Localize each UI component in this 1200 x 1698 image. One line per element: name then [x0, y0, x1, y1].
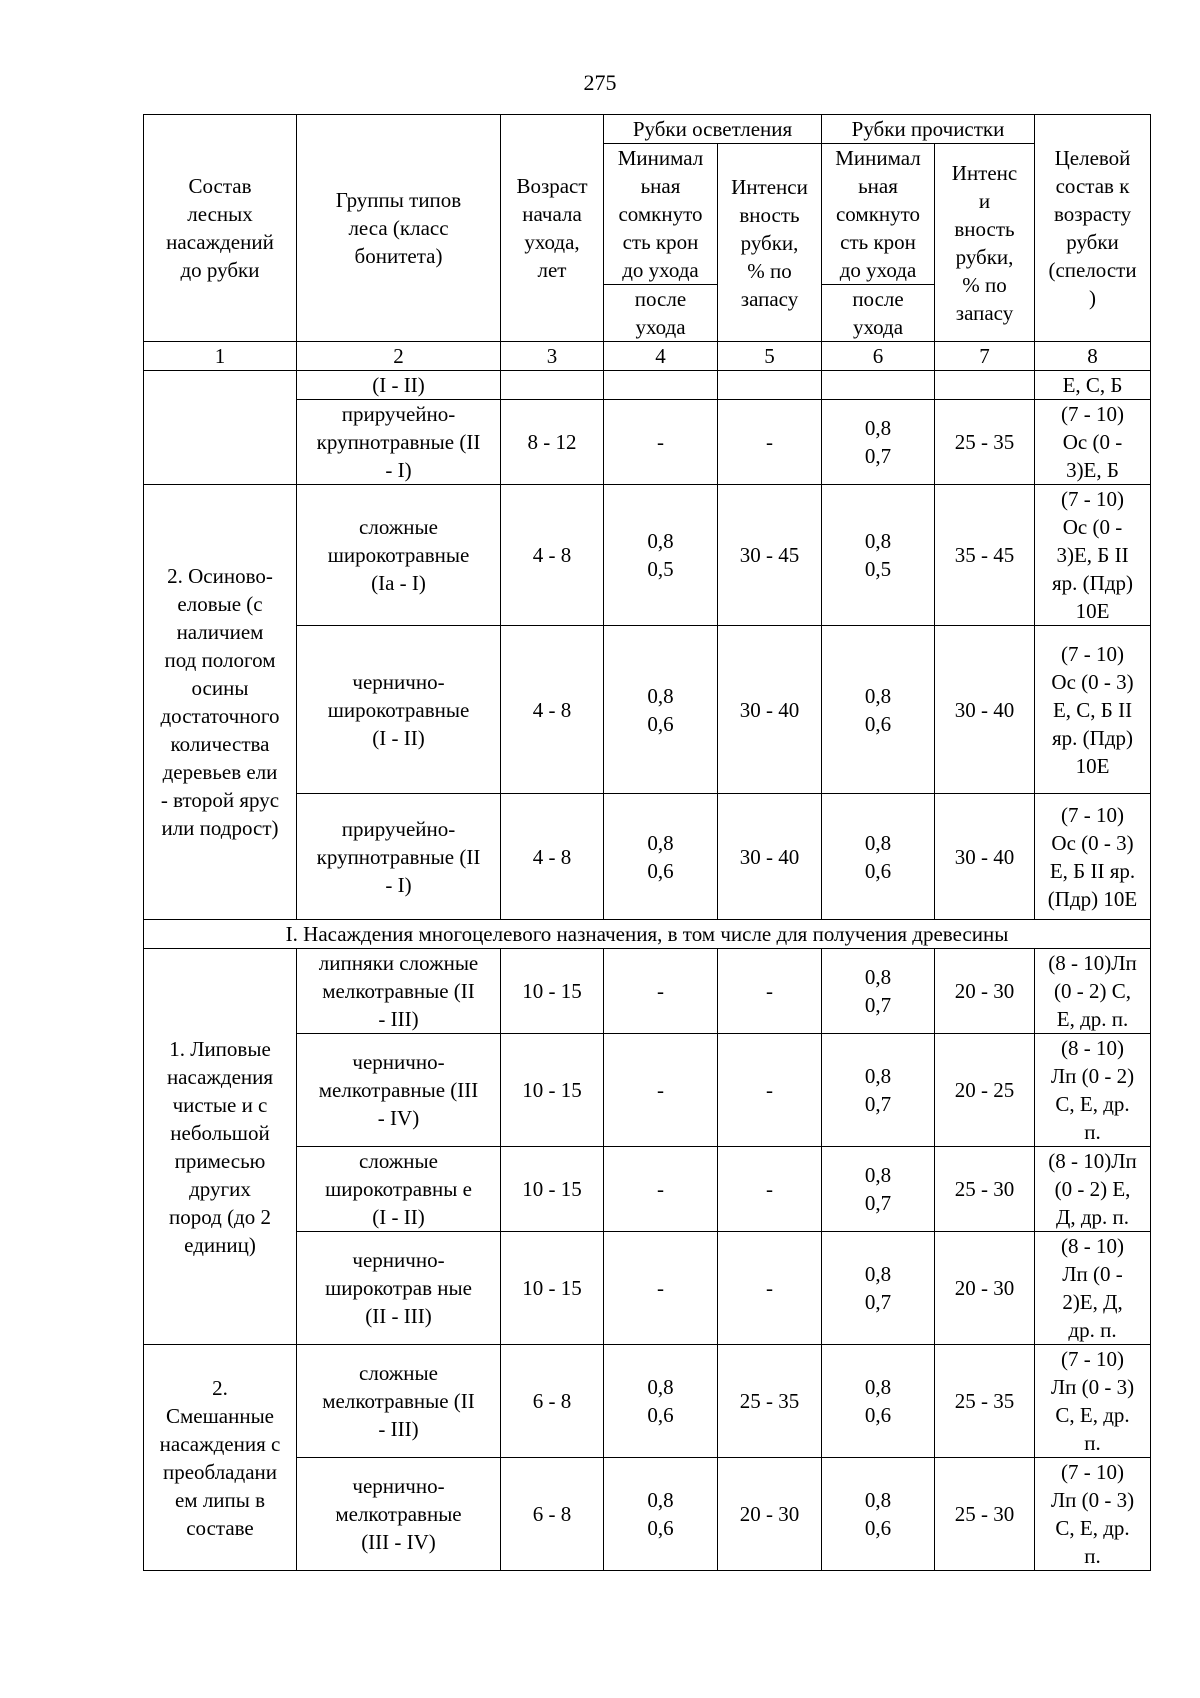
- light-intensity-cell: 20 - 30: [718, 1458, 822, 1571]
- forest-type-cell: чернично- мелкотравные (III - IV): [297, 1458, 501, 1571]
- composition-group-cell: 2. Осиново- еловые (с наличием под пологом осины достаточного количества деревьев ели - второй ярус или подрост): [144, 485, 297, 920]
- age-cell: 6 - 8: [501, 1345, 604, 1458]
- forest-type-cell: чернично- широкотрав ные (II - III): [297, 1232, 501, 1345]
- clean-intensity-cell: 30 - 40: [935, 794, 1035, 920]
- clean-intensity-cell: 35 - 45: [935, 485, 1035, 626]
- header-light-min-density: Минимал ьная сомкнуто сть крон до ухода: [604, 144, 718, 285]
- target-composition-cell: Е, С, Б: [1035, 371, 1151, 400]
- header-light-intensity: Интенси вность рубки, % по запасу: [718, 144, 822, 342]
- column-number: 1: [144, 342, 297, 371]
- clean-density-cell: 0,8 0,7: [822, 1147, 935, 1232]
- clean-density-cell: [822, 371, 935, 400]
- column-number: 7: [935, 342, 1035, 371]
- column-number: 8: [1035, 342, 1151, 371]
- clean-intensity-cell: 25 - 30: [935, 1147, 1035, 1232]
- age-cell: 10 - 15: [501, 949, 604, 1034]
- column-number: 3: [501, 342, 604, 371]
- clean-density-cell: 0,8 0,6: [822, 1345, 935, 1458]
- target-composition-cell: (7 - 10) Ос (0 - 3)Е, Б II яр. (Пдр) 10Е: [1035, 485, 1151, 626]
- header-row-groups: [144, 115, 1151, 144]
- header-cleaning-cuts: Рубки прочистки: [822, 115, 1035, 144]
- target-composition-cell: (8 - 10)Лп (0 - 2) Е, Д, др. п.: [1035, 1147, 1151, 1232]
- header-clean-intensity: Интенс и вность рубки, % по запасу: [935, 144, 1035, 342]
- age-cell: 10 - 15: [501, 1034, 604, 1147]
- clean-intensity-cell: 20 - 30: [935, 1232, 1035, 1345]
- light-intensity-cell: -: [718, 1232, 822, 1345]
- clean-density-cell: 0,8 0,6: [822, 1458, 935, 1571]
- age-cell: 4 - 8: [501, 626, 604, 794]
- table-row: [144, 485, 1151, 626]
- clean-density-cell: 0,8 0,6: [822, 626, 935, 794]
- composition-group-cell: 2. Смешанные насаждения с преобладани ем липы в составе: [144, 1345, 297, 1571]
- forest-type-cell: (I - II): [297, 371, 501, 400]
- clean-intensity-cell: [935, 371, 1035, 400]
- light-density-cell: 0,8 0,5: [604, 485, 718, 626]
- forest-type-cell: сложные мелкотравные (II - III): [297, 1345, 501, 1458]
- target-composition-cell: (7 - 10) Лп (0 - 3) С, Е, др. п.: [1035, 1345, 1151, 1458]
- light-intensity-cell: 30 - 40: [718, 794, 822, 920]
- light-intensity-cell: 25 - 35: [718, 1345, 822, 1458]
- age-cell: 8 - 12: [501, 400, 604, 485]
- age-cell: [501, 371, 604, 400]
- clean-intensity-cell: 30 - 40: [935, 626, 1035, 794]
- target-composition-cell: (8 - 10) Лп (0 - 2)Е, Д, др. п.: [1035, 1232, 1151, 1345]
- forest-type-cell: сложные широкотравны е (I - II): [297, 1147, 501, 1232]
- forest-type-cell: приручейно- крупнотравные (II - I): [297, 400, 501, 485]
- clean-intensity-cell: 25 - 35: [935, 1345, 1035, 1458]
- section-row: [144, 920, 1151, 949]
- light-density-cell: 0,8 0,6: [604, 794, 718, 920]
- column-number: 4: [604, 342, 718, 371]
- age-cell: 10 - 15: [501, 1147, 604, 1232]
- light-density-cell: -: [604, 1147, 718, 1232]
- composition-cell-empty: [144, 371, 297, 485]
- clean-intensity-cell: 25 - 30: [935, 1458, 1035, 1571]
- clean-intensity-cell: 25 - 35: [935, 400, 1035, 485]
- header-clean-min-density: Минимал ьная сомкнуто сть крон до ухода: [822, 144, 935, 285]
- forest-type-cell: липняки сложные мелкотравные (II - III): [297, 949, 501, 1034]
- section-title: I. Насаждения многоцелевого назначения, в том числе для получения древесины: [144, 920, 1151, 949]
- light-density-cell: -: [604, 1232, 718, 1345]
- light-intensity-cell: -: [718, 1034, 822, 1147]
- age-cell: 10 - 15: [501, 1232, 604, 1345]
- age-cell: 6 - 8: [501, 1458, 604, 1571]
- light-intensity-cell: 30 - 40: [718, 626, 822, 794]
- target-composition-cell: (7 - 10) Ос (0 - 3) Е, С, Б II яр. (Пдр) 10Е: [1035, 626, 1151, 794]
- clean-intensity-cell: 20 - 25: [935, 1034, 1035, 1147]
- column-number: 2: [297, 342, 501, 371]
- clean-density-cell: 0,8 0,7: [822, 949, 935, 1034]
- page-number: 275: [583, 70, 617, 95]
- table-row: [144, 949, 1151, 1034]
- light-intensity-cell: -: [718, 1147, 822, 1232]
- light-density-cell: -: [604, 1034, 718, 1147]
- table-row: [144, 1345, 1151, 1458]
- light-density-cell: 0,8 0,6: [604, 1458, 718, 1571]
- forest-type-cell: чернично- широкотравные (I - II): [297, 626, 501, 794]
- clean-density-cell: 0,8 0,5: [822, 485, 935, 626]
- light-density-cell: [604, 371, 718, 400]
- age-cell: 4 - 8: [501, 485, 604, 626]
- header-start-age: Возраст начала ухода, лет: [501, 115, 604, 342]
- clean-density-cell: 0,8 0,6: [822, 794, 935, 920]
- forest-type-cell: сложные широкотравные (Iа - I): [297, 485, 501, 626]
- header-composition: Состав лесных насаждений до рубки: [144, 115, 297, 342]
- composition-group-cell: 1. Липовые насаждения чистые и с небольшой примесью других пород (до 2 единиц): [144, 949, 297, 1345]
- light-density-cell: -: [604, 400, 718, 485]
- header-lightening-cuts: Рубки осветления: [604, 115, 822, 144]
- column-number-row: [144, 342, 1151, 371]
- header-light-after: после ухода: [604, 285, 718, 342]
- header-forest-type-groups: Группы типов леса (класс бонитета): [297, 115, 501, 342]
- target-composition-cell: (8 - 10)Лп (0 - 2) С, Е, др. п.: [1035, 949, 1151, 1034]
- light-intensity-cell: -: [718, 400, 822, 485]
- column-number: 5: [718, 342, 822, 371]
- light-intensity-cell: 30 - 45: [718, 485, 822, 626]
- header-target-composition: Целевой состав к возрасту рубки (спелости ): [1035, 115, 1151, 342]
- age-cell: 4 - 8: [501, 794, 604, 920]
- header-clean-after: после ухода: [822, 285, 935, 342]
- light-intensity-cell: -: [718, 949, 822, 1034]
- column-number: 6: [822, 342, 935, 371]
- target-composition-cell: (7 - 10) Лп (0 - 3) С, Е, др. п.: [1035, 1458, 1151, 1571]
- light-density-cell: 0,8 0,6: [604, 626, 718, 794]
- forest-type-cell: приручейно- крупнотравные (II - I): [297, 794, 501, 920]
- clean-density-cell: 0,8 0,7: [822, 1034, 935, 1147]
- target-composition-cell: (7 - 10) Ос (0 - 3)Е, Б: [1035, 400, 1151, 485]
- light-density-cell: 0,8 0,6: [604, 1345, 718, 1458]
- table-row: [144, 371, 1151, 400]
- forest-type-cell: чернично- мелкотравные (III - IV): [297, 1034, 501, 1147]
- target-composition-cell: (8 - 10) Лп (0 - 2) С, Е, др. п.: [1035, 1034, 1151, 1147]
- clean-density-cell: 0,8 0,7: [822, 1232, 935, 1345]
- light-intensity-cell: [718, 371, 822, 400]
- clean-density-cell: 0,8 0,7: [822, 400, 935, 485]
- forest-care-table: [143, 114, 1151, 1571]
- target-composition-cell: (7 - 10) Ос (0 - 3) Е, Б II яр. (Пдр) 10Е: [1035, 794, 1151, 920]
- light-density-cell: -: [604, 949, 718, 1034]
- clean-intensity-cell: 20 - 30: [935, 949, 1035, 1034]
